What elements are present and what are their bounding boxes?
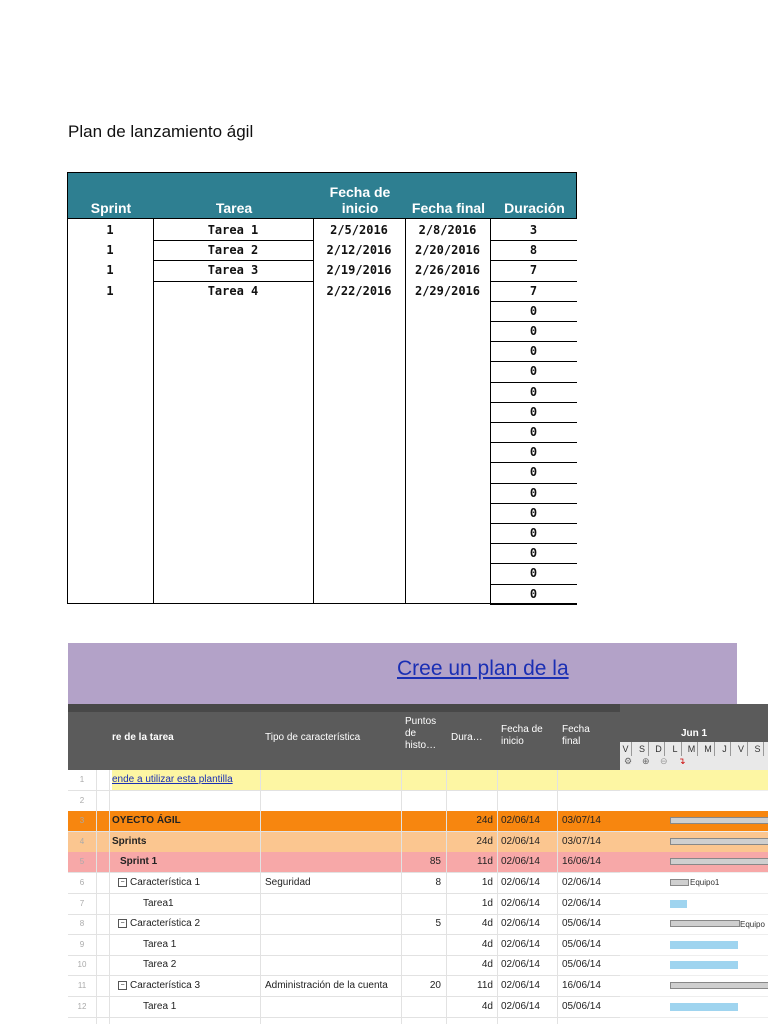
story-points-cell[interactable]: 5 (435, 918, 441, 930)
row-number: 2 (79, 795, 85, 805)
cell-duracion: 0 (529, 324, 538, 338)
table-row[interactable] (68, 914, 620, 935)
start-date-cell[interactable]: 02/06/14 (501, 835, 540, 847)
header-end-date[interactable]: Fecha final (562, 724, 590, 747)
cell-duracion: 0 (529, 505, 538, 520)
start-date-cell[interactable]: 02/06/14 (501, 938, 540, 950)
task-name: Característica 1 (130, 877, 201, 888)
cell-duracion: 0 (529, 465, 538, 480)
task-name: Tarea1 (143, 897, 174, 909)
row-number: 7 (79, 898, 85, 908)
feature-type-cell[interactable] (265, 914, 399, 934)
header-story-points[interactable]: Puntos de histo… (405, 716, 437, 751)
story-points-cell[interactable] (403, 935, 441, 955)
gantt-row (620, 955, 768, 976)
header-duration[interactable]: Dura… (451, 732, 483, 743)
start-date-cell[interactable]: 02/06/14 (501, 959, 540, 971)
duration-cell[interactable]: 4d (481, 918, 493, 930)
cell-duracion: 0 (529, 364, 538, 379)
gantt-chart (620, 704, 768, 1024)
cell-inicio: 2/19/2016 (326, 263, 392, 278)
end-date-cell[interactable]: 16/06/14 (562, 856, 601, 868)
plan-banner (68, 643, 737, 704)
start-date-cell[interactable]: 02/06/14 (501, 815, 540, 827)
gantt-day: S (637, 742, 649, 756)
gantt-row (620, 997, 768, 1018)
col-sep (446, 770, 447, 1024)
end-date-cell[interactable]: 05/06/14 (562, 938, 601, 950)
page-title: Plan de lanzamiento ágil (68, 122, 254, 141)
feature-type-cell[interactable] (265, 811, 399, 831)
feature-type-cell[interactable] (265, 894, 399, 914)
task-name-cell[interactable] (112, 832, 260, 852)
create-plan-link[interactable]: Cree un plan de la (397, 657, 569, 680)
task-name: Tarea 1 (143, 1000, 177, 1012)
cell-sprint: 1 (106, 263, 114, 278)
col-sep (109, 770, 110, 1024)
cell-duracion: 0 (529, 404, 538, 419)
duration-cell[interactable]: 1d (481, 897, 493, 909)
task-name-cell[interactable] (118, 914, 260, 934)
cell-inicio: 2/22/2016 (326, 283, 392, 298)
cell-duracion: 0 (529, 566, 538, 581)
gantt-bar[interactable] (670, 961, 738, 969)
gantt-bar[interactable] (670, 838, 768, 845)
gantt-row (620, 852, 768, 873)
gantt-day: M (703, 742, 715, 756)
gantt-day: M (686, 742, 698, 756)
table-row[interactable] (68, 976, 620, 997)
zoom-in-icon[interactable]: ⊕ (642, 756, 650, 766)
gantt-row (620, 811, 768, 832)
cell-duracion: 3 (529, 223, 538, 237)
story-points-cell[interactable] (403, 811, 441, 831)
gear-icon[interactable]: ⚙ (624, 756, 633, 766)
bar-label-equipo1: Equipo1 (690, 878, 720, 887)
header-fecha-final: Fecha final (411, 200, 486, 216)
header-sprint: Sprint (90, 200, 132, 216)
grid-header-strip (68, 704, 620, 712)
gantt-bar[interactable] (670, 817, 768, 824)
story-points-cell[interactable]: 8 (435, 877, 441, 888)
cell-sprint: 1 (106, 283, 114, 298)
task-name: Sprints (112, 835, 147, 847)
story-points-cell[interactable] (403, 770, 441, 790)
cell-final: 2/8/2016 (418, 223, 477, 237)
table-row[interactable] (68, 770, 620, 791)
duration-cell[interactable]: 1d (481, 877, 493, 888)
cell-duracion: 0 (529, 526, 538, 540)
end-date-cell[interactable]: 03/07/14 (562, 815, 601, 827)
gantt-row (620, 976, 768, 997)
story-points-cell[interactable] (403, 832, 441, 852)
cell-tarea: Tarea 1 (207, 223, 259, 237)
task-name-cell[interactable] (143, 955, 260, 975)
collapse-icon[interactable]: − (118, 878, 127, 887)
table-header (67, 172, 577, 219)
cell-tarea: Tarea 2 (207, 243, 259, 258)
table-row[interactable] (68, 997, 620, 1018)
gantt-bar[interactable] (670, 879, 689, 886)
header-tarea: Tarea (215, 200, 253, 216)
cell-duracion: 0 (529, 485, 538, 500)
header-fecha-inicio: Fecha de inicio (329, 184, 391, 216)
table-row[interactable] (68, 791, 620, 812)
task-name-cell[interactable] (112, 770, 260, 790)
feature-type-cell[interactable] (265, 955, 399, 975)
start-date-cell[interactable]: 02/06/14 (501, 918, 540, 930)
story-points-cell[interactable] (403, 955, 441, 975)
gantt-bar[interactable] (670, 941, 738, 949)
cell-duracion: 7 (529, 283, 538, 298)
gantt-row (620, 770, 768, 791)
feature-type-cell[interactable] (265, 832, 399, 852)
gantt-bar[interactable] (670, 1003, 738, 1011)
story-points-cell[interactable] (403, 997, 441, 1017)
header-task-name[interactable]: re de la tarea (112, 732, 174, 743)
table-row[interactable] (68, 873, 620, 894)
gantt-day: V (736, 742, 748, 756)
end-date-cell[interactable]: 05/06/14 (562, 1000, 601, 1012)
gantt-days (620, 742, 768, 756)
start-date-cell[interactable]: 02/06/14 (501, 980, 540, 991)
project-plan-grid (68, 704, 768, 1024)
feature-type-cell[interactable] (265, 935, 399, 955)
col-sep (401, 770, 402, 1024)
header-feature-type[interactable]: Tipo de característica (265, 732, 361, 743)
row-number: 9 (79, 939, 85, 949)
end-date-cell[interactable] (562, 791, 618, 811)
gantt-day: V (620, 742, 632, 756)
start-date-cell[interactable]: 02/06/14 (501, 1000, 540, 1012)
cell-duracion: 8 (529, 243, 538, 258)
task-name: Tarea 2 (143, 959, 177, 971)
task-name-cell[interactable] (118, 976, 260, 996)
cell-tarea: Tarea 4 (207, 283, 259, 298)
zoom-out-icon[interactable]: ⊖ (660, 756, 668, 766)
cell-duracion: 0 (529, 546, 538, 561)
start-date-cell[interactable]: 02/06/14 (501, 856, 540, 868)
task-name: Sprint 1 (120, 856, 158, 868)
task-name-cell[interactable] (120, 852, 260, 872)
duration-cell[interactable]: 4d (481, 1000, 493, 1012)
gantt-month: Jun 1 (680, 728, 708, 739)
feature-type-cell[interactable] (265, 852, 399, 872)
bar-label-equipo2: Equipo (740, 920, 765, 929)
gantt-bar[interactable] (670, 900, 687, 908)
cell-sprint: 1 (106, 243, 114, 258)
cell-duracion: 0 (529, 425, 538, 439)
gantt-bar[interactable] (670, 982, 768, 989)
task-name-cell[interactable] (143, 935, 260, 955)
end-date-cell[interactable]: 05/06/14 (562, 918, 601, 930)
feature-type-cell[interactable] (265, 770, 399, 790)
col-sep (260, 770, 261, 1024)
col-sep (96, 770, 97, 1024)
table-row[interactable] (68, 852, 620, 873)
gantt-row (620, 894, 768, 915)
cell-inicio: 2/12/2016 (326, 243, 392, 258)
task-name: OYECTO ÁGIL (112, 815, 181, 827)
collapse-icon[interactable]: − (118, 919, 127, 928)
start-date-cell[interactable]: 02/06/14 (501, 897, 540, 909)
row-number: 5 (79, 857, 85, 867)
gantt-day: L (670, 742, 682, 756)
cell-duracion: 0 (529, 303, 538, 318)
story-points-cell[interactable] (403, 791, 441, 811)
duration-cell[interactable] (448, 791, 493, 811)
start-date-cell[interactable]: 02/06/14 (501, 877, 540, 888)
cell-tarea: Tarea 3 (207, 263, 259, 278)
gantt-bar[interactable] (670, 920, 740, 927)
duration-cell[interactable]: 4d (481, 959, 493, 971)
task-name: Tarea 1 (143, 938, 177, 950)
story-points-cell[interactable]: 20 (429, 980, 441, 991)
table-row[interactable] (68, 894, 620, 915)
task-name: Característica 3 (130, 980, 201, 991)
feature-type-cell[interactable]: Seguridad (265, 877, 311, 888)
row-number: 11 (77, 981, 87, 990)
cell-duracion: 0 (529, 586, 538, 601)
gantt-day: D (653, 742, 665, 756)
header-start-date[interactable]: Fecha de inicio (501, 724, 543, 747)
task-name-cell[interactable] (112, 791, 260, 811)
col-sep (497, 770, 498, 1024)
end-date-cell[interactable]: 16/06/14 (562, 980, 601, 991)
story-points-cell[interactable]: 85 (429, 856, 441, 868)
task-name-cell[interactable] (143, 997, 260, 1017)
task-name-cell[interactable] (143, 894, 260, 914)
cell-final: 2/29/2016 (414, 283, 481, 298)
cell-final: 2/20/2016 (414, 243, 481, 258)
start-date-cell[interactable] (501, 791, 555, 811)
duration-cell[interactable]: 4d (481, 938, 493, 950)
cell-duracion: 0 (529, 344, 538, 359)
scroll-to-task-icon[interactable]: ↴ (678, 756, 686, 766)
table-row[interactable] (68, 811, 620, 832)
gantt-toolbar (620, 756, 768, 770)
cell-duracion: 0 (529, 384, 538, 399)
row-number: 3 (79, 816, 85, 826)
end-date-cell[interactable]: 05/06/14 (562, 959, 601, 971)
gantt-day: J (719, 742, 731, 756)
duration-cell[interactable] (448, 770, 493, 790)
collapse-icon[interactable]: − (118, 981, 127, 990)
table-row[interactable] (68, 955, 620, 976)
col-sep (557, 770, 558, 1024)
row-number: 4 (79, 836, 85, 846)
cell-duracion: 7 (529, 263, 538, 278)
duration-cell[interactable]: 24d (476, 835, 493, 847)
row-number: 12 (77, 1001, 87, 1011)
feature-type-cell[interactable] (265, 791, 399, 811)
gantt-bar[interactable] (670, 858, 768, 865)
story-points-cell[interactable] (403, 894, 441, 914)
row-number: 10 (77, 960, 87, 970)
duration-cell[interactable]: 24d (476, 815, 493, 827)
feature-type-cell[interactable] (265, 997, 399, 1017)
duration-cell[interactable]: 11d (477, 980, 493, 991)
feature-type-cell[interactable]: Administración de la cuenta (265, 980, 388, 991)
cell-final: 2/26/2016 (414, 263, 481, 278)
row-number: 6 (79, 878, 85, 887)
task-name-cell[interactable] (118, 873, 260, 893)
cell-inicio: 2/5/2016 (330, 223, 388, 237)
end-date-cell[interactable]: 02/06/14 (562, 877, 601, 888)
end-date-cell[interactable]: 02/06/14 (562, 897, 601, 909)
row-number: 1 (79, 775, 85, 784)
table-row[interactable] (68, 935, 620, 956)
end-date-cell[interactable]: 03/07/14 (562, 835, 601, 847)
gantt-day: S (752, 742, 764, 756)
duration-cell[interactable]: 11d (477, 856, 493, 868)
end-date-cell[interactable] (562, 770, 618, 790)
cell-duracion: 0 (529, 445, 538, 460)
row-divider (490, 604, 577, 605)
gantt-row (620, 832, 768, 853)
table-row[interactable] (68, 832, 620, 853)
cell-sprint: 1 (106, 223, 114, 237)
task-name: Característica 2 (130, 918, 201, 930)
sprint-table (67, 172, 577, 604)
start-date-cell[interactable] (501, 770, 555, 790)
header-duracion: Duración (504, 200, 565, 216)
task-name[interactable]: ende a utilizar esta plantilla (112, 774, 233, 785)
task-name-cell[interactable] (112, 811, 260, 831)
gantt-row (620, 935, 768, 956)
gantt-row (620, 791, 768, 812)
row-number: 8 (79, 919, 85, 929)
